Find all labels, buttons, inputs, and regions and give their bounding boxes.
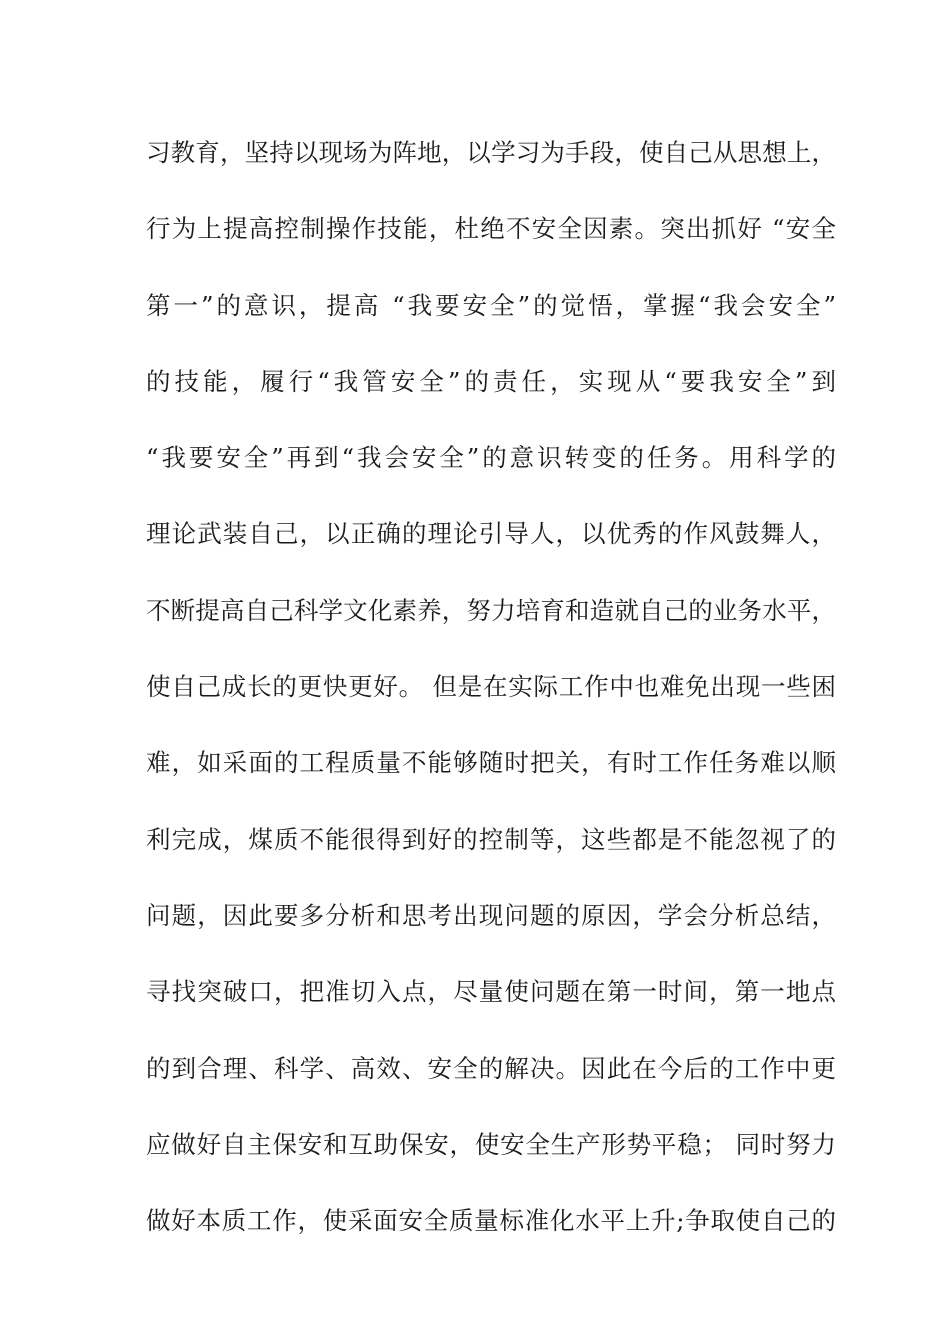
- paragraph-line-2: 行为上提高控制操作技能，杜绝不安全因素。突出抓好 “安全: [146, 214, 836, 244]
- paragraph-line-8: 使自己成长的更快更好。 但是在实际工作中也难免出现一些困: [146, 672, 836, 702]
- paragraph-line-11: 问题，因此要多分析和思考出现问题的原因，学会分析总结，: [146, 900, 836, 930]
- paragraph-line-15: 做好本质工作，使采面安全质量标准化水平上升;争取使自己的: [146, 1206, 836, 1236]
- paragraph-line-3: 第一”的意识，提高 “我要安全”的觉悟，掌握“我会安全”: [146, 290, 836, 320]
- paragraph-line-12: 寻找突破口，把准切入点，尽量使问题在第一时间，第一地点: [146, 977, 836, 1007]
- paragraph-line-10: 利完成，煤质不能很得到好的控制等，这些都是不能忽视了的: [146, 824, 836, 854]
- paragraph-line-7: 不断提高自己科学文化素养，努力培育和造就自己的业务水平，: [146, 595, 836, 625]
- paragraph-line-5: “我要安全”再到“我会安全”的意识转变的任务。用科学的: [146, 443, 836, 473]
- paragraph-line-9: 难，如采面的工程质量不能够随时把关，有时工作任务难以顺: [146, 748, 836, 778]
- paragraph-line-4: 的技能，履行“我管安全”的责任，实现从“要我安全”到: [146, 366, 836, 396]
- paragraph-line-6: 理论武装自己，以正确的理论引导人，以优秀的作风鼓舞人，: [146, 519, 836, 549]
- paragraph-line-13: 的到合理、科学、高效、安全的解决。因此在今后的工作中更: [146, 1053, 836, 1083]
- paragraph-line-14: 应做好自主保安和互助保安，使安全生产形势平稳； 同时努力: [146, 1129, 836, 1159]
- paragraph-line-1: 习教育，坚持以现场为阵地，以学习为手段，使自己从思想上，: [146, 138, 836, 167]
- document-body: [146, 130, 836, 1274]
